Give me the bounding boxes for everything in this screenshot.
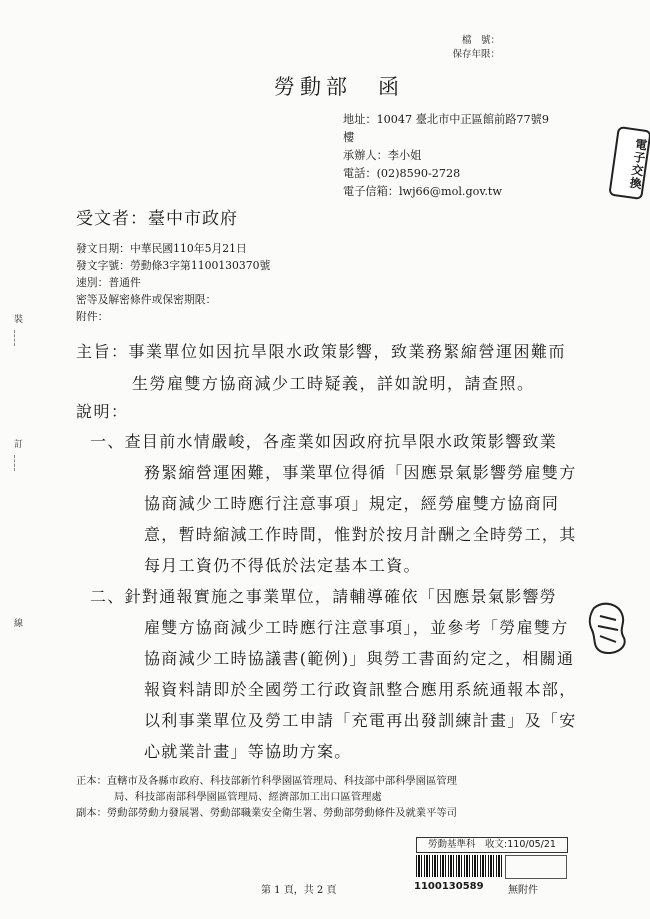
item-line: 務緊縮營運困難，事業單位得循「因應景氣影響勞雇雙方 — [144, 463, 577, 482]
item-line: 一、查目前水情嚴峻，各產業如因政府抗旱限水政策影響致業 — [90, 432, 558, 451]
item-line: 以利事業單位及勞工申請「充電再出發訓練計畫」及「安 — [144, 711, 577, 730]
subject-line: 主旨：事業單位如因抗旱限水政策影響，致業務緊縮營運困難而 — [76, 342, 567, 361]
margin-dashed-line — [14, 455, 16, 471]
margin-mark-staple: 訂 — [14, 440, 24, 450]
explanation-item-1 — [90, 426, 577, 581]
phone: 電話：(02)8590-2728 — [343, 167, 461, 180]
retention-label: 保存年限： — [452, 49, 500, 60]
receipt-stamp: 勞動基準科 收文:110/05/21 — [416, 837, 568, 853]
document-number: 發文字號：勞動條3字第1100130370號 — [76, 259, 271, 272]
item-line: 意，暫時縮減工作時間，惟對於按月計酬之全時勞工，其 — [144, 525, 577, 544]
recipient: 受文者：臺中市政府 — [76, 209, 238, 229]
contact-block — [343, 111, 549, 201]
handwritten-mark-icon — [588, 598, 630, 658]
margin-mark-bind: 裝 — [14, 315, 24, 325]
attachment: 附件： — [76, 310, 109, 323]
item-line: 報資料請即於全國勞工行政資訊整合應用系統通報本部， — [144, 680, 577, 699]
main-recipients: 正本：直轄市及各縣市政府、科技部新竹科學園區管理局、科技部中部科學園區管理 — [76, 775, 457, 787]
margin-dashed-line — [14, 330, 16, 346]
page-number: 第 1 頁，共 2 頁 — [261, 885, 337, 896]
explanation-item-2 — [90, 581, 577, 767]
secrecy-level: 密等及解密條件或保密期限： — [76, 293, 217, 306]
address-line: 地址：10047 臺北市中正區館前路77號9 — [343, 113, 549, 126]
electronic-exchange-stamp: 電子交換 — [608, 126, 650, 200]
barcode-icon — [416, 855, 502, 877]
email: 電子信箱：lwj66@mol.gov.tw — [343, 185, 502, 198]
item-line: 二、針對通報實施之事業單位，請輔導確依「因應景氣影響勞 — [90, 587, 558, 606]
item-line: 每月工資仍不得低於法定基本工資。 — [144, 556, 421, 575]
handler: 承辦人：李小姐 — [343, 149, 422, 162]
item-line: 心就業計畫」等協助方案。 — [144, 742, 352, 761]
attachment-box — [505, 855, 567, 879]
address-line-cont: 樓 — [343, 131, 355, 144]
item-line: 協商減少工時應行注意事項」規定，經勞雇雙方協商同 — [144, 494, 560, 513]
archive-info — [452, 34, 500, 62]
margin-mark-line: 線 — [14, 619, 24, 629]
main-recipients-cont: 局、科技部南部科學園區管理局、經濟部加工出口區管理處 — [114, 791, 382, 803]
file-number-label: 檔 號： — [461, 35, 500, 46]
distribution-list — [76, 773, 457, 821]
item-line: 雇雙方協商減少工時應行注意事項」，並參考「勞雇雙方 — [144, 618, 569, 637]
explanation-label: 說明： — [76, 402, 129, 421]
dispatch-date: 發文日期：中華民國110年5月21日 — [76, 242, 247, 255]
barcode-number: 1100130589 — [414, 881, 484, 892]
copy-recipients: 副本：勞動部勞動力發展署、勞動部職業安全衛生署、勞動部勞動條件及就業平等司 — [76, 807, 457, 819]
item-line: 協商減少工時協議書(範例)」與勞工書面約定之，相關通 — [144, 649, 575, 668]
subject-line: 生勞雇雙方協商減少工時疑義，詳如說明，請查照。 — [132, 374, 535, 393]
attachment-note: 無附件 — [508, 885, 538, 896]
delivery-type: 速別：普通件 — [76, 276, 141, 289]
document-meta — [76, 240, 270, 325]
subject — [76, 336, 566, 400]
document-title: 勞動部 函 — [274, 75, 404, 99]
